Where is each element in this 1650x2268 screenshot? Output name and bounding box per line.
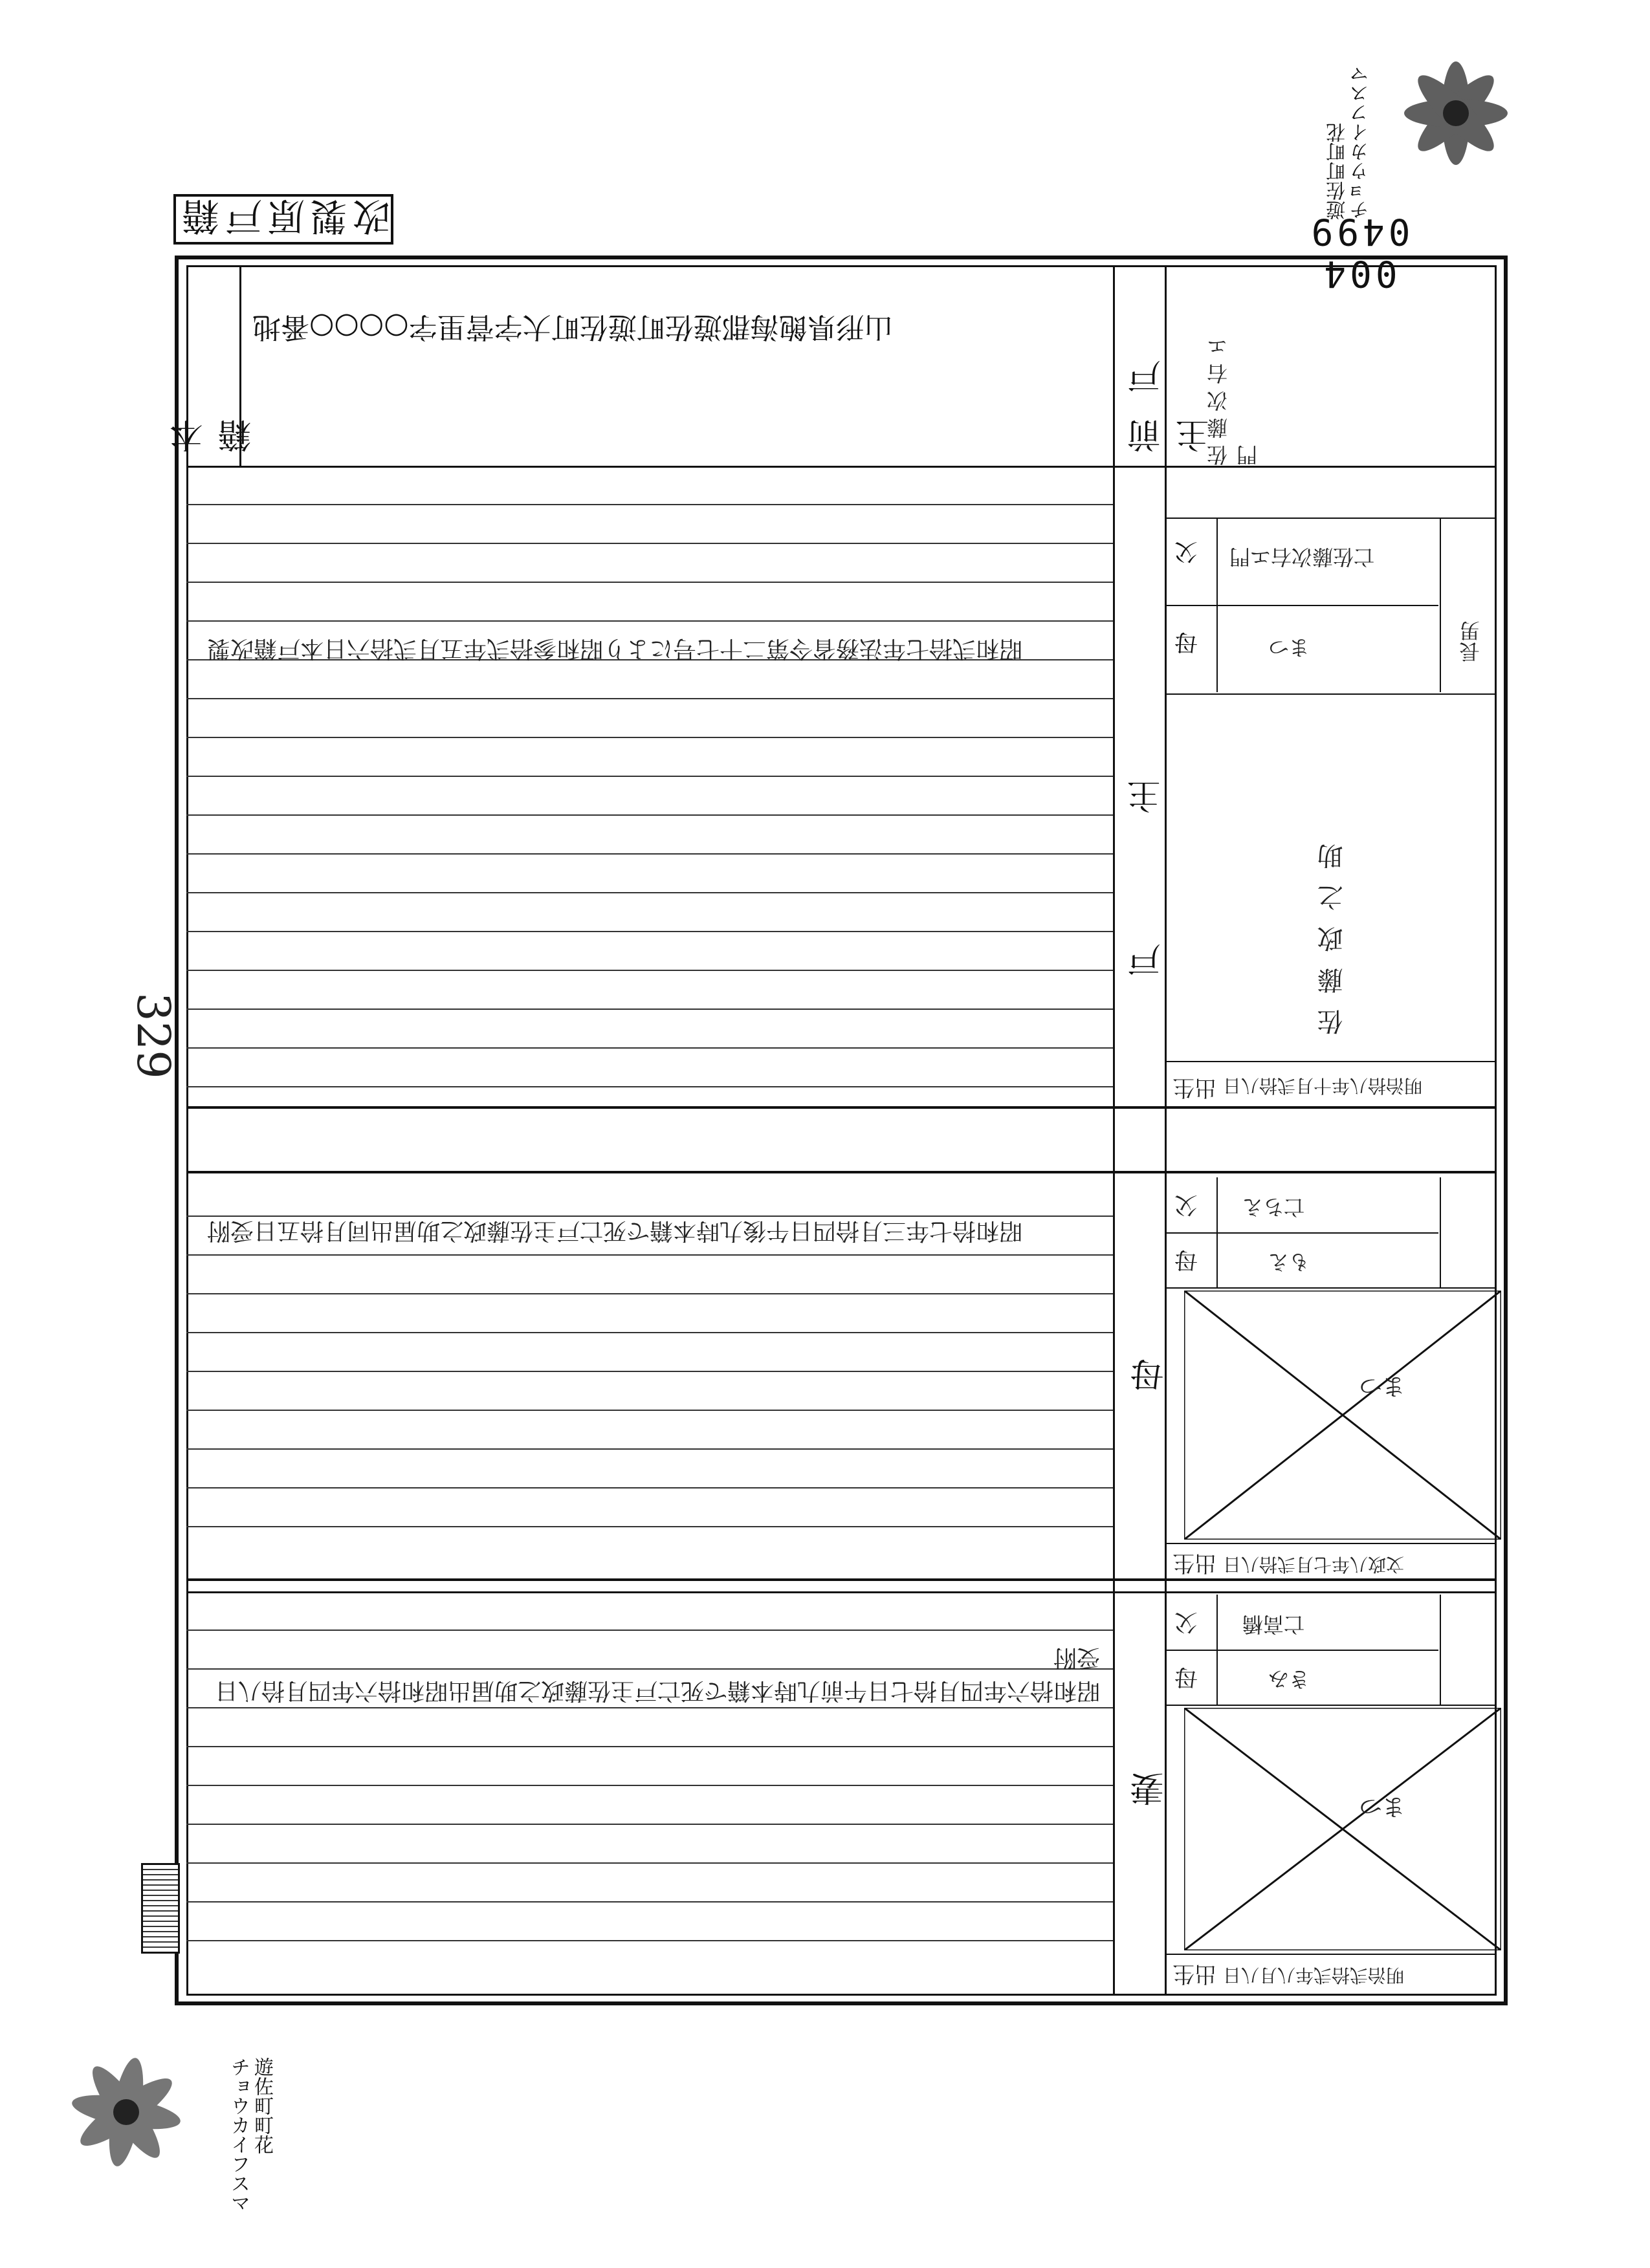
member2-record: 昭和拾六年四月拾七日午前九時本籍で死亡戸主佐藤政之助届出昭和拾六年四月拾八日受附 — [214, 1644, 1100, 1704]
koshu-relation-vdivider — [1440, 518, 1441, 692]
koshu-name: 佐藤政之助 — [1317, 828, 1347, 1035]
koshu-record: 昭和弐拾七年法務省令第二十七号により昭和参拾弐年五月弐拾六日本戸籍改製 — [207, 635, 1023, 662]
member1-relation-label: 母 — [1131, 1358, 1170, 1392]
town-flower-line1: 遊佐町町花 — [1326, 123, 1349, 220]
member1-relation-vdivider — [1440, 1177, 1441, 1287]
koshu-relation: 長男 — [1458, 621, 1483, 662]
member2-relation-vdivider — [1440, 1595, 1441, 1705]
member1-birth-date: 文政八年七月弐拾八日 — [1223, 1554, 1405, 1575]
divider-main-vertical — [1113, 265, 1115, 1996]
member1-father-label: 父 — [1174, 1192, 1198, 1218]
previous-head-name: 佐藤次右エ門 — [1206, 330, 1260, 466]
honseki-address: 山形県飽海郡遊佐町遊佐町大字菅里字○○○○番地 — [252, 311, 893, 343]
member2-birth-date: 明治弐拾弐年八月八日 — [1223, 1965, 1405, 1986]
member2-parents-divider — [1167, 1650, 1438, 1651]
town-flower-line2-bottom: チョウカイフスマ — [227, 2057, 250, 2212]
member1-birth-label: 出生 — [1172, 1550, 1216, 1576]
koshu-birth-box — [1167, 1061, 1497, 1062]
member2-birth-label: 出生 — [1172, 1961, 1216, 1987]
town-flower-label-bottom — [226, 2057, 273, 2225]
member1-record: 昭和拾七年三月拾四日午後九時本籍で死亡戸主佐藤政之助届出同月拾五日受附 — [207, 1217, 1023, 1244]
koshu-father-name: 亡佐藤次右エ門 — [1229, 545, 1375, 569]
koshu-birth-label: 出生 — [1172, 1074, 1216, 1100]
koshu-mother-name: まつ — [1268, 635, 1310, 660]
koshu-father-label: 父 — [1174, 538, 1198, 565]
form-title: 改製原戸籍 — [173, 194, 393, 245]
previous-head-label: 前戸主 — [1128, 334, 1215, 453]
koshu-mother-label: 母 — [1174, 629, 1198, 655]
member2-mother-name: きみ — [1268, 1667, 1310, 1692]
member2-relation-label: 妻 — [1131, 1772, 1170, 1806]
member2-name: まつ — [1359, 1793, 1406, 1820]
town-flower-line2: チョウカイフスマ — [1350, 65, 1372, 220]
koshu-section-label: 戸主 — [1128, 651, 1167, 977]
member2-father-label: 父 — [1174, 1609, 1198, 1635]
member2-birth-divider — [1167, 1954, 1497, 1955]
member1-parents-divider — [1167, 1232, 1438, 1234]
koshu-parents-divider — [1167, 605, 1438, 606]
member2-father-name: 亡高橋 — [1242, 1612, 1305, 1637]
member1-mother-name: もえ — [1268, 1250, 1310, 1274]
town-flower-label-top — [1326, 52, 1373, 220]
town-flower-logo-top — [1385, 39, 1527, 188]
town-flower-line1-bottom: 遊佐町町花 — [250, 2057, 273, 2154]
member2-parents-vdivider — [1216, 1595, 1218, 1705]
handwritten-page-number: 329 — [126, 992, 180, 1079]
member2-mother-label: 母 — [1174, 1664, 1198, 1690]
member1-father-name: 亡ちえ — [1242, 1195, 1305, 1219]
member1-mother-label: 母 — [1174, 1247, 1198, 1273]
member1-birth-divider — [1167, 1543, 1497, 1544]
serial-number: 004 0499 — [1307, 210, 1411, 294]
member1-name-cross — [1184, 1291, 1501, 1540]
seal-stamp — [141, 1863, 180, 1954]
koshu-birth-date: 明治拾八年十月弐拾八日 — [1223, 1075, 1423, 1096]
member1-name: まつ — [1359, 1373, 1406, 1399]
member2-name-cross — [1184, 1708, 1501, 1950]
member1-parents-vdivider — [1216, 1177, 1218, 1287]
honseki-label: 本籍 — [170, 342, 258, 453]
town-flower-logo-bottom — [52, 2038, 201, 2186]
koshu-parents-vdivider — [1216, 518, 1218, 692]
